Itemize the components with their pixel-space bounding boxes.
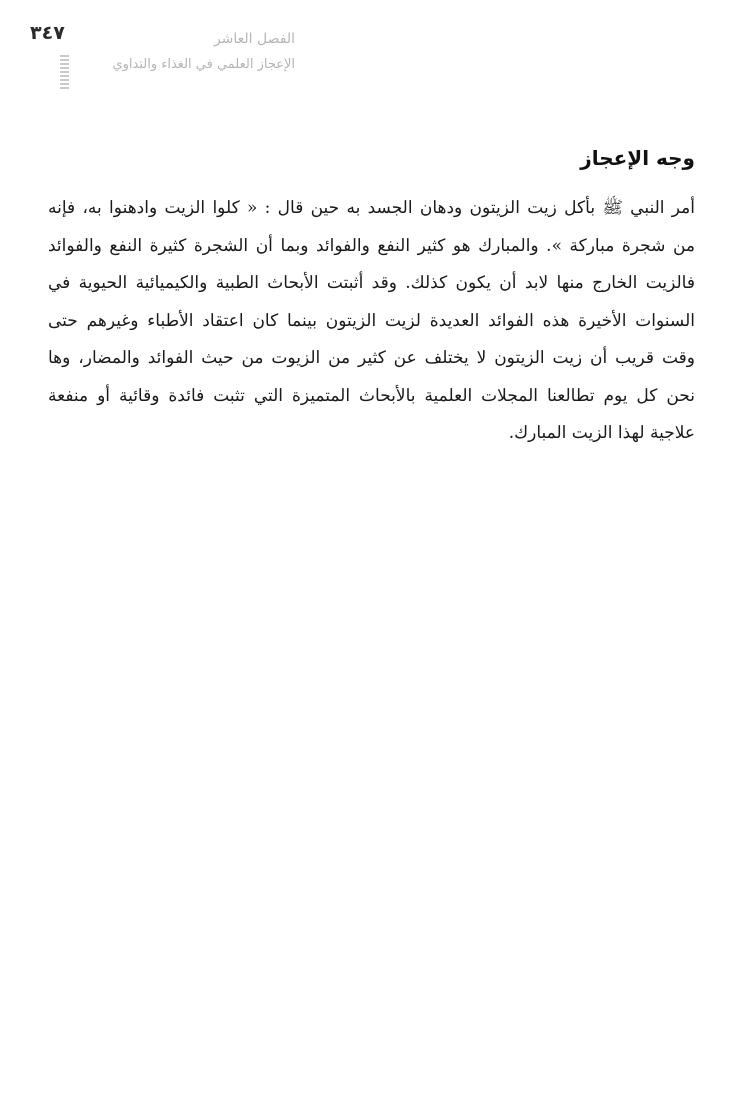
chapter-subtitle: الإعجاز العلمي في الغذاء والتداوي [112,57,295,72]
paragraph-line: علاجية لهذا الزيت المبارك. [508,423,695,443]
paragraph-line: فالزيت الخارج منها لابد أن يكون كذلك. وقد أثبتت الأبحاث الطبية والكيميائية الحيوية في [48,273,695,293]
paragraph-line: أمر النبي ﷺ بأكل زيت الزيتون ودهان الجسد به حين قال : « كلوا الزيت وادهنوا به، فإنه [48,198,695,218]
paragraph-line: نحن كل يوم تطالعنا المجلات العلمية بالأبحاث المتميزة التي تثبت فائدة وقائية أو منفعة [48,385,695,406]
paragraph-line: من شجرة مباركة ». والمبارك هو كثير النفع والفوائد وبما أن الشجرة كثيرة النفع والفوائد [48,235,695,256]
paragraph-line: وقت قريب أن زيت الزيتون لا يختلف عن كثير من الزيوت من حيث الفوائد والمضار، وها [48,348,695,368]
section-heading: وجه الإعجاز [580,146,695,170]
page-number: ٣٤٧ [30,22,65,44]
paragraph-line: السنوات الأخيرة هذه الفوائد العديدة لزيت الزيتون بينما كان اعتقاد الأطباء وغيرهم حتى [48,310,695,331]
running-head [75,26,295,78]
chapter-title: الفصل العاشر [213,31,295,47]
header-ornament [60,55,69,89]
body-paragraph [48,190,695,453]
